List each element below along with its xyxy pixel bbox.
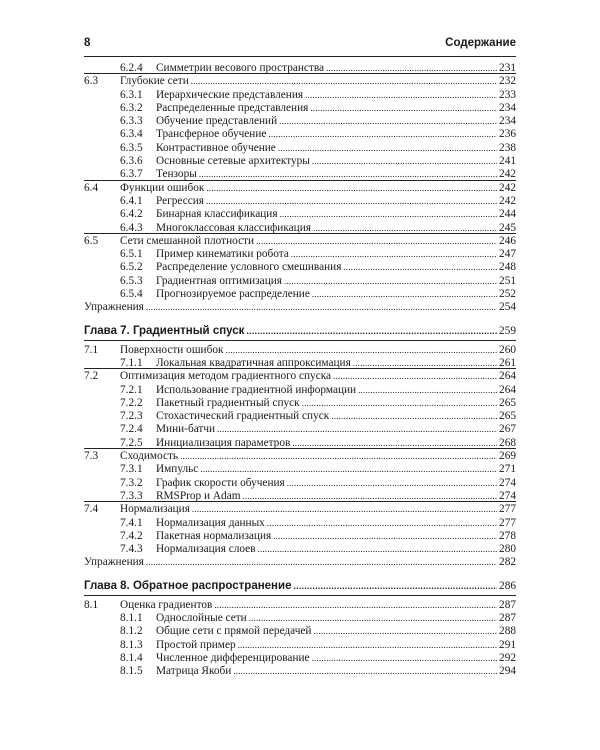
toc-entry-number: 6.3 [84, 75, 99, 88]
toc-entry-number: 8.1.4 [120, 651, 143, 664]
toc-entry-number: 6.5.1 [120, 248, 143, 261]
toc-entry-page: 245 [499, 221, 516, 234]
toc-entry-page: 287 [499, 611, 516, 624]
toc-entry-title: Регрессия [156, 194, 204, 207]
dot-leader [191, 75, 497, 88]
toc-entry[interactable] [84, 155, 516, 168]
toc-entry-page: 248 [499, 261, 516, 274]
dot-leader [214, 599, 497, 612]
toc-entry-title: Симметрии весового пространства [156, 62, 325, 74]
toc-chapter-entry[interactable] [84, 323, 516, 341]
toc-entry-page: 238 [499, 141, 516, 154]
toc-entry-title: Иерархические представления [156, 88, 304, 101]
toc-entry[interactable] [84, 652, 516, 665]
dot-leader [287, 477, 497, 490]
dot-leader [267, 517, 497, 530]
toc-entry[interactable] [84, 530, 516, 543]
toc-entry-number: 7.2 [84, 370, 99, 383]
toc-entry-page: 277 [499, 516, 516, 529]
toc-entry[interactable] [84, 397, 516, 410]
toc-entry-title: Численное дифференцирование [156, 651, 310, 664]
toc-entry-number: 6.5.4 [120, 288, 143, 301]
toc-entry-page: 246 [499, 234, 516, 247]
dot-leader [279, 115, 497, 128]
toc-entry-title: Трансферное обучение [156, 128, 267, 141]
dot-leader [249, 612, 497, 625]
dot-leader [233, 665, 497, 678]
dot-leader [358, 384, 497, 397]
toc-entry[interactable] [84, 423, 516, 436]
toc-entry-number: 7.2.3 [120, 410, 143, 423]
toc-entry-page: 260 [499, 343, 516, 356]
toc-entry-page: 288 [499, 625, 516, 638]
toc-entry[interactable] [84, 75, 516, 88]
toc-entry-number: 7.2.1 [120, 383, 143, 396]
toc-entry[interactable] [84, 142, 516, 155]
toc-entry-page: 278 [499, 529, 516, 542]
toc-entry-page: 269 [499, 450, 516, 463]
toc-entry-number: 6.3.6 [120, 155, 143, 168]
toc-entry-number: 7.4.3 [120, 543, 143, 556]
toc-entry[interactable] [84, 599, 516, 612]
toc-entry-title: Обучение представлений [156, 115, 278, 128]
toc-entry-page: 291 [499, 638, 516, 651]
toc-entry-title: RMSProp и Adam [156, 489, 241, 502]
toc-entry-title: Пакетный градиентный спуск [156, 396, 300, 409]
toc-entry-title: Упражнения [84, 301, 144, 314]
toc-entry-title: Поверхности ошибок [120, 343, 224, 356]
toc-entry-title: Бинарная классификация [156, 208, 278, 221]
toc-entry[interactable] [84, 102, 516, 115]
toc-entry-page: 271 [499, 463, 516, 476]
dot-leader [246, 323, 497, 340]
toc-entry-page: 259 [499, 324, 516, 337]
toc-entry-title: Сети смешанной плотности [120, 234, 255, 247]
toc-entry-title: Пакетная нормализация [156, 529, 272, 542]
toc-entry-page: 274 [499, 489, 516, 502]
toc-entry-number: 7.1 [84, 343, 99, 356]
running-title: Содержание [445, 37, 516, 49]
toc-entry-page: 277 [499, 503, 516, 516]
toc-entry[interactable] [84, 89, 516, 102]
toc-entry-page: 265 [499, 410, 516, 423]
toc-entry[interactable] [84, 115, 516, 128]
toc-entry-number: 6.3.1 [120, 88, 143, 101]
toc-entry-number: 7.4.1 [120, 516, 143, 529]
toc-entry-number: 6.5 [84, 234, 99, 247]
toc-entry-title: Распределение условного смешивания [156, 261, 342, 274]
toc-chapter-entry[interactable] [84, 578, 516, 596]
dot-leader [291, 248, 497, 261]
toc-entry[interactable] [84, 517, 516, 530]
toc-entry-number: 8.1 [84, 598, 99, 611]
toc-entry-title: Нормализация данных [156, 516, 265, 529]
toc-entry-page: 242 [499, 194, 516, 207]
toc-entry-page: 274 [499, 476, 516, 489]
toc-entry-page: 264 [499, 383, 516, 396]
toc-entry-page: 244 [499, 208, 516, 221]
dot-leader [305, 89, 497, 102]
toc-entry[interactable] [84, 128, 516, 141]
toc-entry-page: 234 [499, 101, 516, 114]
dot-leader [268, 128, 497, 141]
toc-entry-page: 232 [499, 75, 516, 88]
toc-entry-page: 265 [499, 396, 516, 409]
toc-entry-title: Функции ошибок [120, 181, 205, 194]
toc-entry[interactable] [84, 543, 516, 556]
toc-entry[interactable] [84, 463, 516, 476]
toc-entry-number: 7.4.2 [120, 529, 143, 542]
toc-entry-title: Упражнения [84, 556, 144, 569]
toc-entry-page: 267 [499, 423, 516, 436]
page-header [84, 34, 516, 57]
toc-entry-title: Оценка градиентов [120, 598, 213, 611]
toc-entry-title: Многоклассовая классификация [156, 221, 311, 234]
toc-entry-number: 6.4.2 [120, 208, 143, 221]
toc-entry-number: 7.4 [84, 503, 99, 516]
toc-entry[interactable] [84, 288, 516, 301]
toc-entry-title: График скорости обучения [156, 476, 285, 489]
toc-entry[interactable] [84, 235, 516, 248]
toc-entry[interactable] [84, 556, 516, 569]
toc-entry[interactable] [84, 195, 516, 208]
toc-entry-number: 6.4 [84, 181, 99, 194]
dot-leader [200, 463, 497, 476]
toc-entry-title: Стохастический градиентный спуск [156, 410, 330, 423]
toc-entry-title: Использование градиентной информации [156, 383, 357, 396]
toc-entry-page: 251 [499, 274, 516, 287]
dot-leader [302, 397, 497, 410]
table-of-contents [84, 62, 516, 678]
toc-entry-number: 6.3.3 [120, 115, 143, 128]
toc-entry[interactable] [84, 450, 516, 463]
toc-entry-title: Пример кинематики робота [156, 248, 289, 261]
toc-entry-number: 6.2.4 [120, 62, 143, 74]
toc-entry-page: 282 [499, 556, 516, 569]
toc-entry[interactable] [84, 182, 516, 195]
toc-entry-title: Оптимизация методом градиентного спуска [120, 370, 332, 383]
dot-leader [206, 182, 497, 195]
dot-leader [146, 301, 497, 314]
toc-entry-page: 254 [499, 301, 516, 314]
dot-leader [192, 503, 497, 516]
dot-leader [225, 344, 497, 357]
dot-leader [280, 208, 498, 221]
toc-entry-title: Нормализация [120, 503, 190, 516]
toc-entry-title: Матрица Якоби [156, 665, 232, 678]
toc-entry-page: 268 [499, 436, 516, 449]
dot-leader [238, 639, 497, 652]
toc-entry-page: 292 [499, 651, 516, 664]
toc-entry[interactable] [84, 248, 516, 261]
toc-entry[interactable] [84, 665, 516, 678]
toc-entry-title: Сходимость [120, 450, 179, 463]
toc-entry-page: 261 [499, 356, 516, 369]
toc-entry-page: 241 [499, 155, 516, 168]
toc-entry[interactable] [84, 477, 516, 490]
toc-entry-number: 7.3.1 [120, 463, 143, 476]
toc-entry-number: 6.5.3 [120, 274, 143, 287]
dot-leader [206, 195, 497, 208]
dot-leader [331, 410, 497, 423]
toc-entry[interactable] [84, 384, 516, 397]
toc-entry-page: 247 [499, 248, 516, 261]
toc-entry[interactable] [84, 639, 516, 652]
toc-entry-number: 8.1.2 [120, 625, 143, 638]
toc-entry-title: Общие сети с прямой передачей [156, 625, 312, 638]
dot-leader [313, 625, 497, 638]
toc-entry-number: 6.3.4 [120, 128, 143, 141]
toc-entry-number: 8.1.1 [120, 611, 143, 624]
dot-leader [217, 423, 497, 436]
toc-entry-page: 287 [499, 598, 516, 611]
toc-entry[interactable] [84, 625, 516, 638]
dot-leader [278, 142, 497, 155]
dot-leader [256, 235, 497, 248]
dot-leader [284, 275, 497, 288]
toc-entry-number: 6.3.2 [120, 101, 143, 114]
toc-entry-title: Мини-батчи [156, 423, 216, 436]
toc-entry-title: Тензоры [156, 168, 197, 181]
dot-leader [312, 652, 497, 665]
toc-entry-page: 233 [499, 88, 516, 101]
toc-entry[interactable] [84, 261, 516, 274]
toc-entry-title: Прогнозируемое распределение [156, 288, 310, 301]
toc-entry[interactable] [84, 370, 516, 383]
toc-entry-title: Глубокие сети [120, 75, 189, 88]
toc-entry-number: 8.1.3 [120, 638, 143, 651]
toc-entry-number: 7.2.4 [120, 423, 143, 436]
toc-entry-page: 280 [499, 543, 516, 556]
toc-entry-page: 231 [499, 62, 516, 74]
toc-entry-title: Инициализация параметров [156, 436, 291, 449]
toc-entry[interactable] [84, 612, 516, 625]
toc-entry-number: 6.3.7 [120, 168, 143, 181]
toc-entry-title: Импульс [156, 463, 199, 476]
toc-entry-page: 236 [499, 128, 516, 141]
toc-entry-number: 7.3 [84, 450, 99, 463]
toc-entry-title: Локальная квадратичная аппроксимация [156, 356, 351, 369]
dot-leader [146, 556, 497, 569]
dot-leader [258, 543, 498, 556]
dot-leader [180, 450, 497, 463]
toc-entry-page: 294 [499, 665, 516, 678]
dot-leader [273, 530, 497, 543]
toc-entry-number: 6.4.3 [120, 221, 143, 234]
toc-entry-title: Простой пример [156, 638, 236, 651]
toc-entry[interactable] [84, 410, 516, 423]
toc-entry-title: Распределенные представления [156, 101, 309, 114]
toc-entry-number: 7.3.2 [120, 476, 143, 489]
toc-entry[interactable] [84, 275, 516, 288]
toc-entry-number: 8.1.5 [120, 665, 143, 678]
dot-leader [312, 155, 497, 168]
toc-entry-number: 7.3.3 [120, 489, 143, 502]
toc-entry-number: 7.1.1 [120, 356, 143, 369]
toc-entry-title: Глава 8. Обратное распространение [84, 579, 292, 592]
toc-entry-number: 6.5.2 [120, 261, 143, 274]
toc-entry-number: 7.2.5 [120, 436, 143, 449]
toc-entry-number: 7.2.2 [120, 396, 143, 409]
toc-entry-number: 6.3.5 [120, 141, 143, 154]
dot-leader [333, 370, 497, 383]
toc-entry[interactable] [84, 208, 516, 221]
toc-entry-title: Нормализация слоев [156, 543, 256, 556]
dot-leader [293, 578, 497, 595]
dot-leader [312, 288, 497, 301]
dot-leader [310, 102, 497, 115]
toc-entry-number: 6.4.1 [120, 194, 143, 207]
toc-entry-page: 252 [499, 288, 516, 301]
toc-entry[interactable] [84, 301, 516, 314]
toc-entry[interactable] [84, 344, 516, 357]
toc-entry[interactable] [84, 503, 516, 516]
toc-entry-page: 234 [499, 115, 516, 128]
toc-entry-page: 242 [499, 168, 516, 181]
toc-entry-title: Глава 7. Градиентный спуск [84, 324, 245, 337]
toc-entry-page: 242 [499, 181, 516, 194]
toc-entry-page: 264 [499, 370, 516, 383]
page-number: 8 [84, 37, 91, 49]
toc-entry-title: Основные сетевые архитектуры [156, 155, 310, 168]
dot-leader [343, 261, 497, 274]
toc-entry-title: Градиентная оптимизация [156, 274, 282, 287]
toc-entry-page: 286 [499, 579, 516, 592]
toc-entry-title: Однослойные сети [156, 611, 247, 624]
toc-entry-title: Контрастивное обучение [156, 141, 276, 154]
